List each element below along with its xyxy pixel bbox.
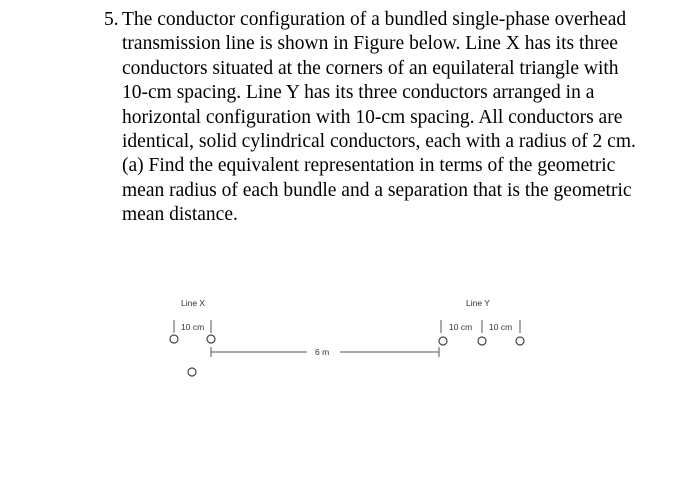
line-x-label: Line X bbox=[181, 298, 206, 308]
line-x-conductor-3 bbox=[188, 368, 196, 376]
problem-text: The conductor configuration of a bundled single-phase overhead transmission line is shown in Figure below. Line X has its three conductors situated at the corners of an equilateral triangle with 10-cm spacing. Line Y has its three conductors arranged in a horizontal configuration with 10-cm spacing. All conductors are identical, solid cylindrical conductors, each with a radius of 2 cm. (a) Find the equivalent representation in terms of the geometric mean radius of each bundle and a separation that is the geometric mean distance. bbox=[122, 9, 636, 226]
line-y-conductor-1 bbox=[439, 337, 447, 345]
separation-label: 6 m bbox=[315, 347, 330, 357]
line-x-spacing-label: 10 cm bbox=[181, 322, 205, 332]
line-y-label: Line Y bbox=[466, 298, 490, 308]
line-y-spacing-label-1: 10 cm bbox=[449, 322, 473, 332]
line-y-conductor-3 bbox=[516, 337, 524, 345]
line-y-conductor-2 bbox=[478, 337, 486, 345]
line-x-conductor-1 bbox=[170, 335, 178, 343]
problem-number: 5. bbox=[104, 9, 119, 30]
line-x-conductor-2 bbox=[207, 335, 215, 343]
line-y-spacing-label-2: 10 cm bbox=[489, 322, 513, 332]
